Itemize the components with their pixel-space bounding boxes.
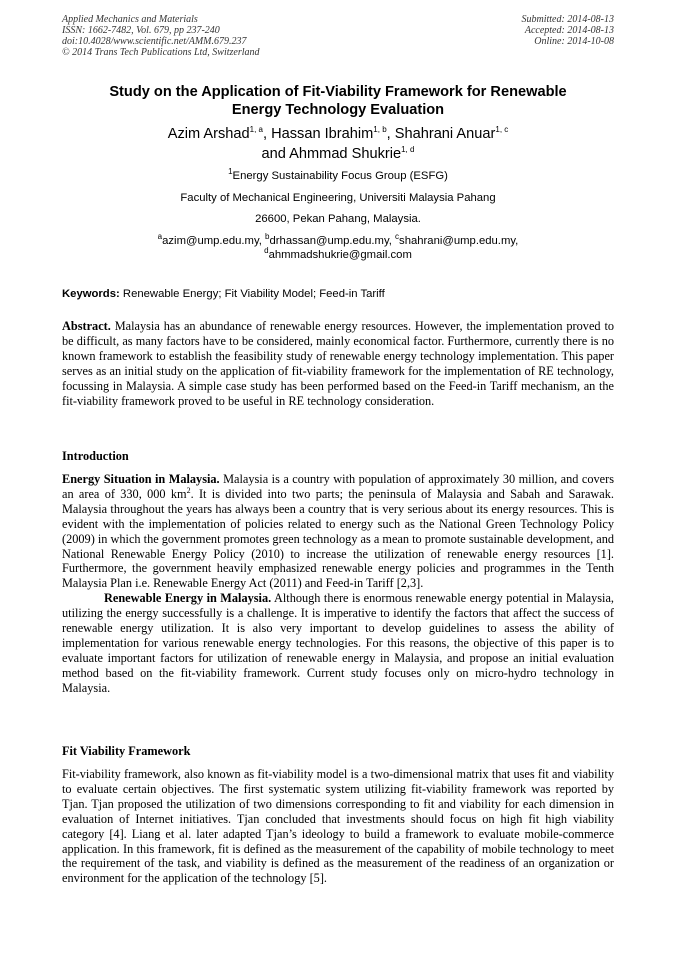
abstract: [62, 319, 614, 408]
run-in-heading: Energy Situation in Malaysia.: [62, 472, 220, 486]
keywords-label: Keywords:: [62, 288, 120, 300]
paragraph-text: Although there is enormous renewable energy potential in Malaysia, utilizing the energy successfully is a challenge. It is imperative to identify the factors that affect the success of renewable energy utilization. It is also very important to develop guidelines to assess the ability of implementation for various renewable energy technologies. For this reasons, the objective of this paper is to evaluate important factors for utilization of renewable energy in Malaysia, and propose an initial evaluation method based on the fit-viability framework. Current study focuses only on micro-hydro technology in Malaysia.: [62, 591, 614, 695]
abstract-text: Malaysia has an abundance of renewable energy resources. However, the implementation proved to be difficult, as many factors have to be considered, mainly economical factor. Furthermore, currently there is no known framework to establish the feasibility study of renewable energy technology implementation. This paper serves as an initial study on the application of fit-viability framework for the implementation of RE technology, focussing in Malaysia. A simple case study has been performed based on the Feed-in Tariff mechanism, an the fit-viability framework proved to be useful in RE technology consideration.: [62, 319, 615, 408]
paragraph-text: Malaysia is a country with population of approximately 30 million, and covers an area of 330, 000 km: [62, 472, 614, 501]
paper-title: [62, 83, 614, 119]
fit-viability-body: [62, 767, 614, 886]
affiliation-group-name: Energy Sustainability Focus Group (ESFG): [232, 170, 448, 182]
title-line-1: Study on the Application of Fit-Viability Framework for Renewable: [109, 84, 567, 100]
accepted-date: Accepted: 2014-08-13: [524, 25, 614, 36]
header-left: [62, 14, 260, 58]
header-right: [522, 14, 615, 47]
author-conjunction: and: [261, 146, 286, 162]
affiliation-group: [62, 169, 614, 183]
paragraph: [62, 591, 614, 695]
email-link[interactable]: ahmmadshukrie@gmail.com: [268, 249, 412, 261]
fit-viability-heading: Fit Viability Framework: [62, 744, 191, 758]
online-date: Online: 2014-10-08: [534, 36, 614, 47]
author-emails: [62, 234, 614, 262]
paragraph: Fit-viability framework, also known as fit-viability model is a two-dimensional matrix that uses fit and viability to evaluate certain objectives. The first systematic system utilizing fit-viability framework was reported by Tjan. Tjan proposed the utilization of two dimensions corresponding to fit and viability for each dimension in evaluation of Internet initiatives. Tjan concluded that investments should focus on high fit high viability category [4]. Liang et al. later adapted Tjan’s ideology to build a framework to evaluate mobile-commerce application. In this framework, fit is defined as the measurement of the capability of mobile technology to meet the requirement of the task, and viability is defined as the measurement of the readiness of an organization or environment for the application of the technology [5].: [62, 767, 614, 886]
author-superscript: 1, a: [249, 125, 263, 135]
author-name: Hassan Ibrahim: [271, 126, 374, 142]
run-in-heading: Renewable Energy in Malaysia.: [104, 591, 272, 606]
author-name: Ahmmad Shukrie: [289, 146, 402, 162]
author-name: Shahrani Anuar: [394, 126, 496, 142]
affiliation-address: 26600, Pekan Pahang, Malaysia.: [255, 213, 421, 225]
author-superscript: 1, b: [373, 125, 387, 135]
author-superscript: 1, d: [401, 145, 415, 155]
paragraph: [62, 472, 614, 591]
introduction-body: [62, 472, 614, 696]
email-superscript: a: [157, 232, 163, 242]
submitted-date: Submitted: 2014-08-13: [521, 14, 614, 25]
doi-line: doi:10.4028/www.scientific.net/AMM.679.237: [62, 36, 247, 47]
copyright-line: © 2014 Trans Tech Publications Ltd, Switzerland: [62, 47, 260, 58]
emails-line-1: [62, 234, 614, 248]
emails-line-2: [62, 248, 614, 262]
abstract-label: Abstract.: [62, 319, 111, 333]
author-list: [62, 124, 614, 164]
email-link[interactable]: shahrani@ump.edu.my,: [399, 235, 519, 247]
email-superscript: c: [395, 232, 400, 242]
email-link[interactable]: drhassan@ump.edu.my,: [269, 235, 392, 247]
paragraph-text: . It is divided into two parts; the peninsula of Malaysia and Sabah and Sarawak. Malaysia throughout the years has always been a country that is very serious about its energy resources. This is evident with the implementation of policies related to energy such as the National Green Technology Policy (2009) in which the government promotes green technology as a mean to promote sustainable development, and National Renewable Energy Policy (2010) to increase the utilization of renewable energy resources [1]. Furthermore, the government heavily emphasized renewable energy policies and programmes in the Tenth Malaysia Plan i.e. Renewable Energy Act (2011) and Feed-in Tariff [2,3].: [62, 486, 614, 591]
authors-line-1: Azim Arshad$^{1, a}$, Hassan Ibrahim$^{1, b}$, Shahrani Anuar$^{1, c}$: [167, 125, 509, 142]
email-link[interactable]: azim@ump.edu.my,: [162, 235, 262, 247]
superscript: 2: [186, 485, 191, 495]
affiliation-superscript: 1: [228, 167, 233, 177]
introduction-heading: Introduction: [62, 449, 129, 463]
authors-line-2: [62, 144, 614, 164]
journal-name: Applied Mechanics and Materials: [62, 14, 198, 25]
issn-line: ISSN: 1662-7482, Vol. 679, pp 237-240: [62, 25, 220, 36]
affiliation-faculty: Faculty of Mechanical Engineering, Universiti Malaysia Pahang: [180, 192, 496, 204]
author-name: Azim Arshad: [167, 126, 250, 142]
email-superscript: d: [264, 246, 269, 256]
author-superscript: 1, c: [495, 125, 509, 135]
title-line-2: Energy Technology Evaluation: [231, 102, 445, 118]
keywords-text: Renewable Energy; Fit Viability Model; Feed-in Tariff: [122, 288, 385, 300]
email-superscript: b: [265, 232, 270, 242]
keywords: [62, 287, 614, 301]
